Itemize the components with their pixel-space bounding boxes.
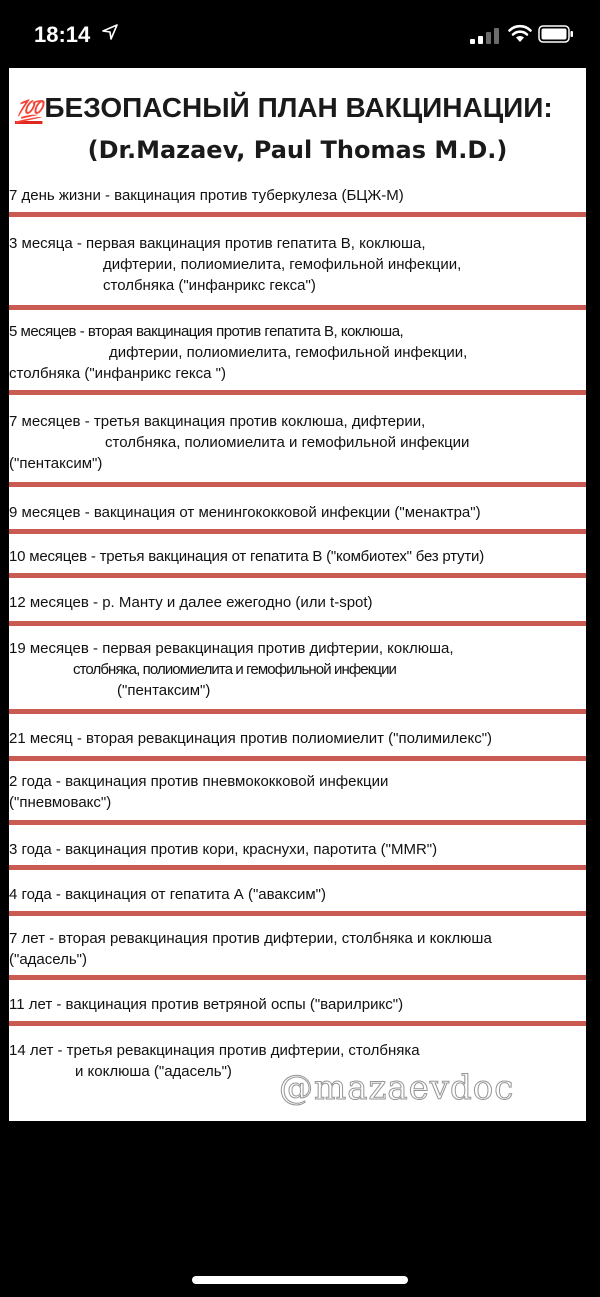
schedule-line: 3 года - вакцинация против кори, краснухи, паротита ("MMR") — [9, 841, 438, 858]
schedule-line: 21 месяц - вторая ревакцинация против полиомиелит ("полимилекс") — [9, 730, 493, 747]
schedule-line: 3 месяца - первая вакцинация против гепатита В, коклюша, — [9, 235, 426, 252]
schedule-row — [9, 411, 586, 474]
schedule-line: 7 лет - вторая ревакцинация против дифтерии, столбняка и коклюша — [9, 930, 492, 947]
row-divider — [9, 865, 586, 870]
schedule-line: дифтерии, полиомиелита, гемофильной инфекции, — [109, 344, 468, 361]
schedule-line: 5 месяцев - вторая вакцинация против гепатита В, коклюша, — [9, 323, 404, 340]
row-divider — [9, 975, 586, 980]
wifi-icon — [508, 24, 532, 44]
page-title-text: БЕЗОПАСНЫЙ ПЛАН ВАКЦИНАЦИИ: — [44, 92, 553, 123]
schedule-line: 7 месяцев - третья вакцинация против коклюша, дифтерии, — [9, 413, 426, 430]
schedule-line: 7 день жизни - вакцинация против туберкулеза (БЦЖ-М) — [9, 187, 404, 204]
schedule-line: 19 месяцев - первая ревакцинация против дифтерии, коклюша, — [9, 640, 454, 657]
status-time: 18:14 — [34, 22, 91, 47]
schedule-row — [9, 321, 586, 384]
schedule-row — [9, 839, 586, 860]
schedule-line: 4 года - вакцинация от гепатита А ("аваксим") — [9, 886, 326, 903]
schedule-card — [9, 68, 586, 1121]
schedule-line: ("пентаксим") — [9, 455, 103, 472]
schedule-row — [9, 884, 586, 905]
cellular-signal-icon — [470, 28, 500, 44]
schedule-row — [9, 233, 586, 296]
schedule-line: столбняка ("инфанрикс гекса") — [103, 277, 316, 294]
schedule-row — [9, 994, 586, 1015]
schedule-line: 11 лет - вакцинация против ветряной оспы ("варилрикс") — [9, 996, 404, 1013]
row-divider — [9, 482, 586, 487]
schedule-row — [9, 928, 586, 970]
schedule-line: 12 месяцев - р. Манту и далее ежегодно (или t-spot) — [9, 594, 373, 611]
schedule-line: столбняка, полиомиелита и гемофильной инфекции — [105, 434, 470, 451]
schedule-line: 10 месяцев - третья вакцинация от гепатита В ("комбиотех" без ртути) — [9, 548, 484, 565]
row-divider — [9, 529, 586, 534]
schedule-line: дифтерии, полиомиелита, гемофильной инфекции, — [103, 256, 462, 273]
schedule-line: ("пневмовакс") — [9, 794, 112, 811]
row-divider — [9, 820, 586, 825]
row-divider — [9, 709, 586, 714]
schedule-line: ("пентаксим") — [117, 682, 211, 699]
schedule-row — [9, 546, 586, 567]
schedule-line: ("адасель") — [9, 951, 87, 968]
status-bar — [0, 0, 600, 70]
page-title — [15, 92, 586, 125]
row-divider — [9, 621, 586, 626]
schedule-line: столбняка ("инфанрикс гекса ") — [9, 365, 226, 382]
schedule-row — [9, 771, 586, 813]
schedule-line: столбняка, полиомиелита и гемофильной инфекции — [73, 661, 397, 678]
battery-icon — [538, 25, 574, 43]
row-divider — [9, 573, 586, 578]
row-divider — [9, 390, 586, 395]
watermark: @mazaevdoc — [279, 1068, 515, 1108]
schedule-row — [9, 638, 586, 701]
row-divider — [9, 1021, 586, 1026]
schedule-line: 14 лет - третья ревакцинация против дифтерии, столбняка — [9, 1042, 420, 1059]
home-indicator[interactable] — [192, 1276, 408, 1284]
page-subtitle: (Dr.Mazaev, Paul Thomas M.D.) — [87, 136, 508, 164]
schedule-line: 2 года - вакцинация против пневмококковой инфекции — [9, 773, 389, 790]
schedule-row — [9, 728, 586, 749]
schedule-row — [9, 185, 586, 206]
row-divider — [9, 212, 586, 217]
location-arrow-icon — [102, 24, 118, 40]
row-divider — [9, 911, 586, 916]
hundred-points-icon: 💯 — [15, 99, 43, 124]
row-divider — [9, 305, 586, 310]
schedule-row — [9, 592, 586, 613]
schedule-row — [9, 502, 586, 523]
schedule-line: 9 месяцев - вакцинация от менингококковой инфекции ("менактра") — [9, 504, 481, 521]
row-divider — [9, 756, 586, 761]
schedule-line: и коклюша ("адасель") — [75, 1063, 232, 1080]
